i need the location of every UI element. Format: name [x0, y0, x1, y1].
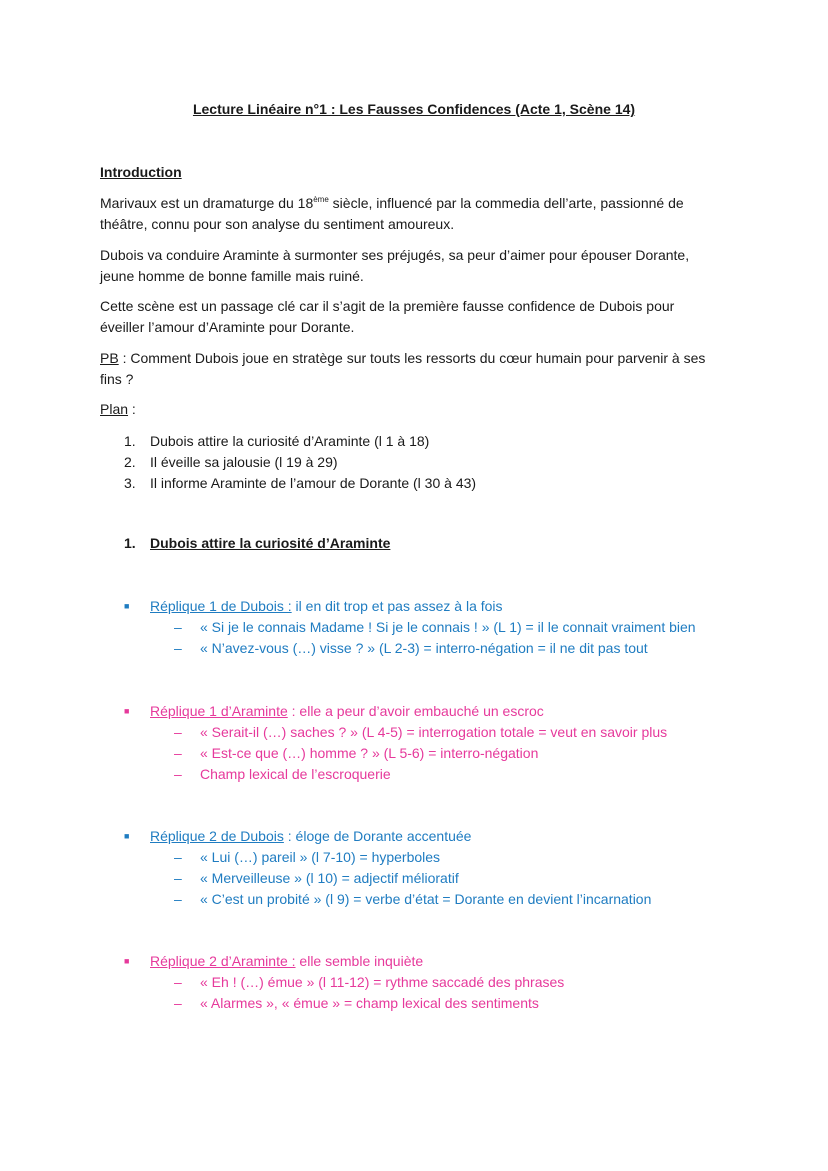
replica-text: il en dit trop et pas assez à la fois [291, 598, 503, 614]
plan-list [100, 431, 476, 494]
intro-p1-superscript: ème [313, 195, 329, 204]
replica-label: Réplique 2 de Dubois [150, 828, 284, 844]
pb-text: : Comment Dubois joue en stratège sur touts les ressorts du cœur humain pour parvenir à ses fins ? [100, 350, 706, 387]
square-bullet-icon: ■ [124, 956, 130, 966]
list-item-text: « Eh ! (…) émue » (l 11-12) = rythme saccadé des phrases [200, 974, 565, 990]
dash-bullet-icon: – [174, 995, 182, 1011]
section-number: 1. [124, 535, 136, 551]
plan-item-number: 2. [124, 454, 136, 470]
list-item [100, 431, 476, 452]
list-item-text: « N’avez-vous (…) visse ? » (L 2-3) = interro-négation = il ne dit pas tout [200, 640, 648, 656]
dash-bullet-icon: – [174, 974, 182, 990]
problematique [100, 348, 720, 390]
list-item [100, 452, 476, 473]
replica-head [124, 951, 564, 972]
plan-item-number: 3. [124, 475, 136, 491]
pb-label: PB [100, 350, 119, 366]
dash-bullet-icon: – [174, 870, 182, 886]
square-bullet-icon: ■ [124, 601, 130, 611]
plan-item-text: Il éveille sa jalousie (l 19 à 29) [150, 454, 338, 470]
list-item-text: « Serait-il (…) saches ? » (L 4-5) = interrogation totale = veut en savoir plus [200, 724, 668, 740]
dash-bullet-icon: – [174, 849, 182, 865]
dash-bullet-icon: – [174, 766, 182, 782]
plan-item-text: Il informe Araminte de l’amour de Dorante (l 30 à 43) [150, 475, 477, 491]
plan-item-number: 1. [124, 433, 136, 449]
replica-dubois-2 [124, 826, 651, 910]
list-item [124, 889, 651, 910]
dash-bullet-icon: – [174, 724, 182, 740]
replica-text: : elle a peur d’avoir embauché un escroc [287, 703, 544, 719]
intro-paragraph-2: Dubois va conduire Araminte à surmonter ses préjugés, sa peur d’aimer pour épouser Dorante, jeune homme de bonne famille mais ruiné. [100, 247, 690, 284]
list-item [100, 473, 476, 494]
plan-label: Plan [100, 401, 129, 417]
list-item [124, 638, 696, 659]
list-item-text: « Lui (…) pareil » (l 7-10) = hyperboles [200, 849, 441, 865]
intro-paragraph-3: Cette scène est un passage clé car il s’agit de la première fausse confidence de Dubois pour éveiller l’amour d’Araminte pour Dorante. [100, 298, 675, 335]
intro-p1-text-b: siècle, influencé par la commedia dell’arte, passionné de théâtre, connu pour son analyse du sentiment amoureux. [100, 195, 684, 232]
list-item [124, 972, 564, 993]
square-bullet-icon: ■ [124, 706, 130, 716]
plan-item-text: Dubois attire la curiosité d’Araminte (l 1 à 18) [150, 433, 430, 449]
replica-head [124, 596, 696, 617]
replica-dubois-1 [124, 596, 696, 659]
list-item [124, 764, 667, 785]
list-item-text: « C’est un probité » (l 9) = verbe d’état = Dorante en devient l’incarnation [200, 891, 652, 907]
list-item [124, 743, 667, 764]
list-item-text: Champ lexical de l’escroquerie [200, 766, 391, 782]
list-item-text: « Alarmes », « émue » = champ lexical des sentiments [200, 995, 539, 1011]
replica-head [124, 826, 651, 847]
list-item [124, 617, 696, 638]
list-item [124, 847, 651, 868]
dash-bullet-icon: – [174, 745, 182, 761]
section-1-title [124, 535, 390, 551]
replica-araminte-2 [124, 951, 564, 1014]
dash-bullet-icon: – [174, 640, 182, 656]
intro-heading: Introduction [100, 164, 182, 180]
replica-text: elle semble inquiète [295, 953, 424, 969]
replica-araminte-1 [124, 701, 667, 785]
list-item-text: « Est-ce que (…) homme ? » (L 5-6) = interro-négation [200, 745, 539, 761]
list-item [124, 993, 564, 1014]
intro-p1-text-a: Marivaux est un dramaturge du 18 [100, 195, 314, 211]
replica-head [124, 701, 667, 722]
replica-label: Réplique 1 d’Araminte [150, 703, 288, 719]
list-item-text: « Si je le connais Madame ! Si je le connais ! » (L 1) = il le connait vraiment bien [200, 619, 696, 635]
replica-label: Réplique 2 d’Araminte : [150, 953, 296, 969]
page-title: Lecture Linéaire n°1 : Les Fausses Confidences (Acte 1, Scène 14) [192, 101, 636, 117]
plan-heading [100, 399, 720, 420]
intro-paragraph-1 [100, 193, 720, 235]
list-item [124, 722, 667, 743]
replica-label: Réplique 1 de Dubois : [150, 598, 292, 614]
dash-bullet-icon: – [174, 891, 182, 907]
list-item-text: « Merveilleuse » (l 10) = adjectif mélioratif [200, 870, 459, 886]
list-item [124, 868, 651, 889]
section-label: Dubois attire la curiosité d’Araminte [150, 535, 391, 551]
square-bullet-icon: ■ [124, 831, 130, 841]
dash-bullet-icon: – [174, 619, 182, 635]
replica-text: : éloge de Dorante accentuée [283, 828, 472, 844]
plan-colon: : [128, 401, 136, 417]
